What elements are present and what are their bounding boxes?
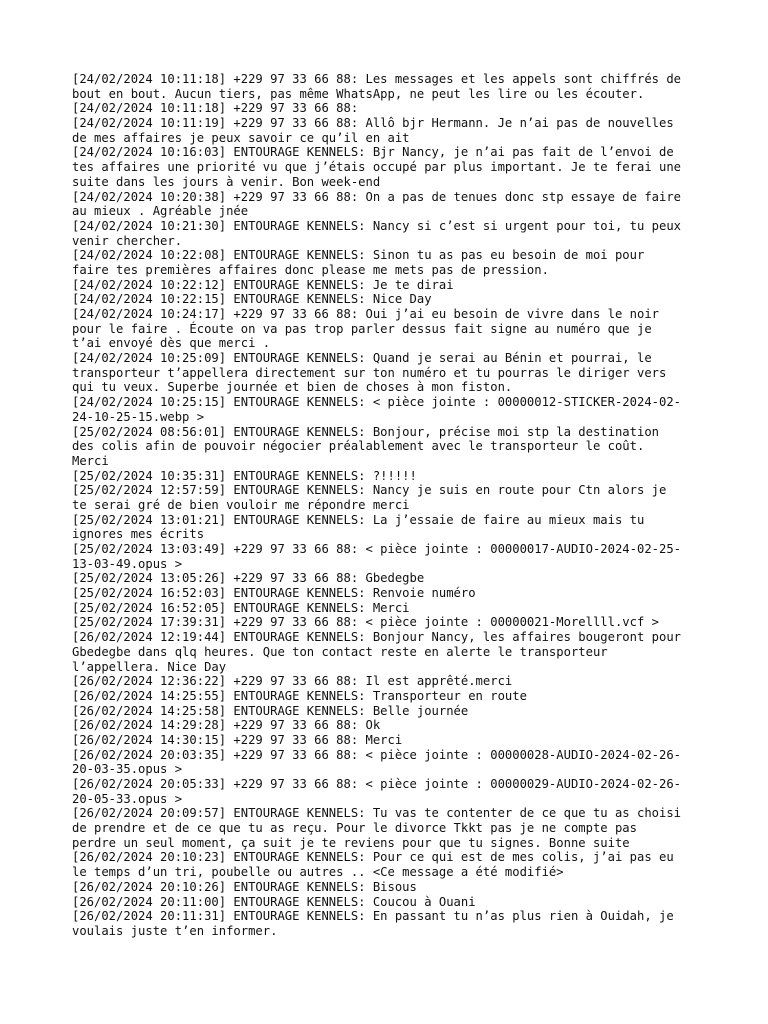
transcript-line: [25/02/2024 16:52:05] ENTOURAGE KENNELS: Merci [72,600,410,615]
chat-transcript [72,72,702,939]
transcript-line: Merci [72,453,109,468]
transcript-line: le temps d’un tri, poubelle ou autres .. <Ce message a été modifié> [72,865,564,880]
transcript-line: [26/02/2024 14:25:55] ENTOURAGE KENNELS: Transporteur en route [72,688,527,703]
transcript-line: 24-10-25-15.webp > [72,409,205,424]
transcript-line: t’ai envoyé dès que merci . [72,336,271,351]
transcript-line: tes affaires une priorité vu que j’étais occupé par plus important. Je te ferai une [72,160,682,175]
transcript-line: faire tes premières affaires donc please me mets pas de pression. [72,262,549,277]
transcript-line: de prendre et de ce que tu as reçu. Pour le divorce Tkkt pas je ne compte pas [72,821,637,836]
transcript-line: [26/02/2024 20:11:00] ENTOURAGE KENNELS: Coucou à Ouani [72,894,476,909]
transcript-line: pour le faire . Écoute on va pas trop parler dessus fait signe au numéro que je [72,321,652,336]
transcript-line: [25/02/2024 13:03:49] +229 97 33 66 88: < pièce jointe : 00000017-AUDIO-2024-02-25- [72,542,682,556]
transcript-line: [26/02/2024 14:30:15] +229 97 33 66 88: Merci [72,732,403,747]
transcript-line: 20-03-35.opus > [72,762,183,777]
transcript-line: [24/02/2024 10:25:15] ENTOURAGE KENNELS: < pièce jointe : 00000012-STICKER-2024-02- [72,395,682,410]
transcript-line: [26/02/2024 20:10:26] ENTOURAGE KENNELS: Bisous [72,879,417,894]
transcript-line: perdre un seul moment, ça suit je te reviens pour que tu signes. Bonne suite [72,835,630,850]
transcript-line: [24/02/2024 10:22:15] ENTOURAGE KENNELS: Nice Day [72,292,432,307]
transcript-line: ignores mes écrits [72,527,205,542]
transcript-line: [25/02/2024 10:35:31] ENTOURAGE KENNELS: ?!!!!! [72,468,417,483]
transcript-line: [25/02/2024 16:52:03] ENTOURAGE KENNELS: Renvoie numéro [72,586,476,601]
transcript-line: qui tu veux. Superbe journée et bien de choses à mon fiston. [72,380,513,395]
transcript-line: l’appellera. Nice Day [72,659,227,674]
transcript-line: [24/02/2024 10:11:18] +229 97 33 66 88: Les messages et les appels sont chiffrés de [72,72,682,86]
transcript-line: [24/02/2024 10:25:09] ENTOURAGE KENNELS: Quand je serai au Bénin et pourrai, le [72,351,652,366]
transcript-line: [25/02/2024 08:56:01] ENTOURAGE KENNELS: Bonjour, précise moi stp la destination [72,424,659,439]
transcript-line: [24/02/2024 10:11:18] +229 97 33 66 88: [72,101,359,116]
transcript-line: [25/02/2024 17:39:31] +229 97 33 66 88: < pièce jointe : 00000021-Morellll.vcf > [72,615,659,630]
transcript-line: voulais juste t’en informer. [72,923,278,938]
transcript-line: suite dans les jours à venir. Bon week-end [72,174,381,189]
transcript-line: 20-05-33.opus > [72,791,183,806]
transcript-line: [24/02/2024 10:20:38] +229 97 33 66 88: On a pas de tenues donc stp essaye de faire [72,189,682,204]
transcript-line: [25/02/2024 13:01:21] ENTOURAGE KENNELS: La j’essaie de faire au mieux mais tu [72,512,645,527]
transcript-line: [24/02/2024 10:21:30] ENTOURAGE KENNELS: Nancy si c’est si urgent pour toi, tu peux [72,218,682,233]
transcript-line: au mieux . Agréable jnée [72,204,249,219]
transcript-line: [24/02/2024 10:22:08] ENTOURAGE KENNELS: Sinon tu as pas eu besoin de moi pour [72,248,645,263]
transcript-line: [25/02/2024 12:57:59] ENTOURAGE KENNELS: Nancy je suis en route pour Ctn alors je [72,483,667,498]
transcript-line: [26/02/2024 20:05:33] +229 97 33 66 88: < pièce jointe : 00000029-AUDIO-2024-02-26- [72,777,682,791]
transcript-line: venir chercher. [72,233,183,248]
transcript-line: [26/02/2024 20:10:23] ENTOURAGE KENNELS: Pour ce qui est de mes colis, j’ai pas eu [72,850,674,865]
transcript-line: [26/02/2024 20:11:31] ENTOURAGE KENNELS: En passant tu n’as plus rien à Ouidah, je [72,909,674,924]
transcript-line: [25/02/2024 13:05:26] +229 97 33 66 88: Gbedegbe [72,571,425,586]
transcript-line: te serai gré de bien vouloir me répondre merci [72,497,410,512]
transcript-line: [24/02/2024 10:16:03] ENTOURAGE KENNELS: Bjr Nancy, je n’ai pas fait de l’envoi de [72,145,674,160]
transcript-line: transporteur t’appellera directement sur ton numéro et tu pourras le diriger vers [72,365,667,380]
transcript-line: [26/02/2024 14:29:28] +229 97 33 66 88: Ok [72,718,381,733]
transcript-line: de mes affaires je peux savoir ce qu’il en ait [72,130,410,145]
transcript-line: [24/02/2024 10:24:17] +229 97 33 66 88: Oui j’ai eu besoin de vivre dans le noir [72,307,659,321]
transcript-line: [26/02/2024 12:19:44] ENTOURAGE KENNELS: Bonjour Nancy, les affaires bougeront pour [72,630,682,645]
transcript-line: [26/02/2024 12:36:22] +229 97 33 66 88: Il est apprêté.merci [72,674,513,689]
transcript-line: [26/02/2024 20:03:35] +229 97 33 66 88: < pièce jointe : 00000028-AUDIO-2024-02-26- [72,747,682,762]
transcript-line: bout en bout. Aucun tiers, pas même WhatsApp, ne peut les lire ou les écouter. [72,86,645,101]
transcript-line: [24/02/2024 10:22:12] ENTOURAGE KENNELS: Je te dirai [72,277,454,292]
transcript-line: [26/02/2024 20:09:57] ENTOURAGE KENNELS: Tu vas te contenter de ce que tu as choisi [72,806,682,821]
transcript-line: 13-03-49.opus > [72,556,183,571]
transcript-line: [24/02/2024 10:11:19] +229 97 33 66 88: Allô bjr Hermann. Je n’ai pas de nouvelles [72,116,674,131]
transcript-line: [26/02/2024 14:25:58] ENTOURAGE KENNELS: Belle journée [72,703,469,718]
transcript-line: Gbedegbe dans qlq heures. Que ton contact reste en alerte le transporteur [72,644,608,659]
transcript-line: des colis afin de pouvoir négocier préalablement avec le transporteur le coût. [72,439,645,454]
